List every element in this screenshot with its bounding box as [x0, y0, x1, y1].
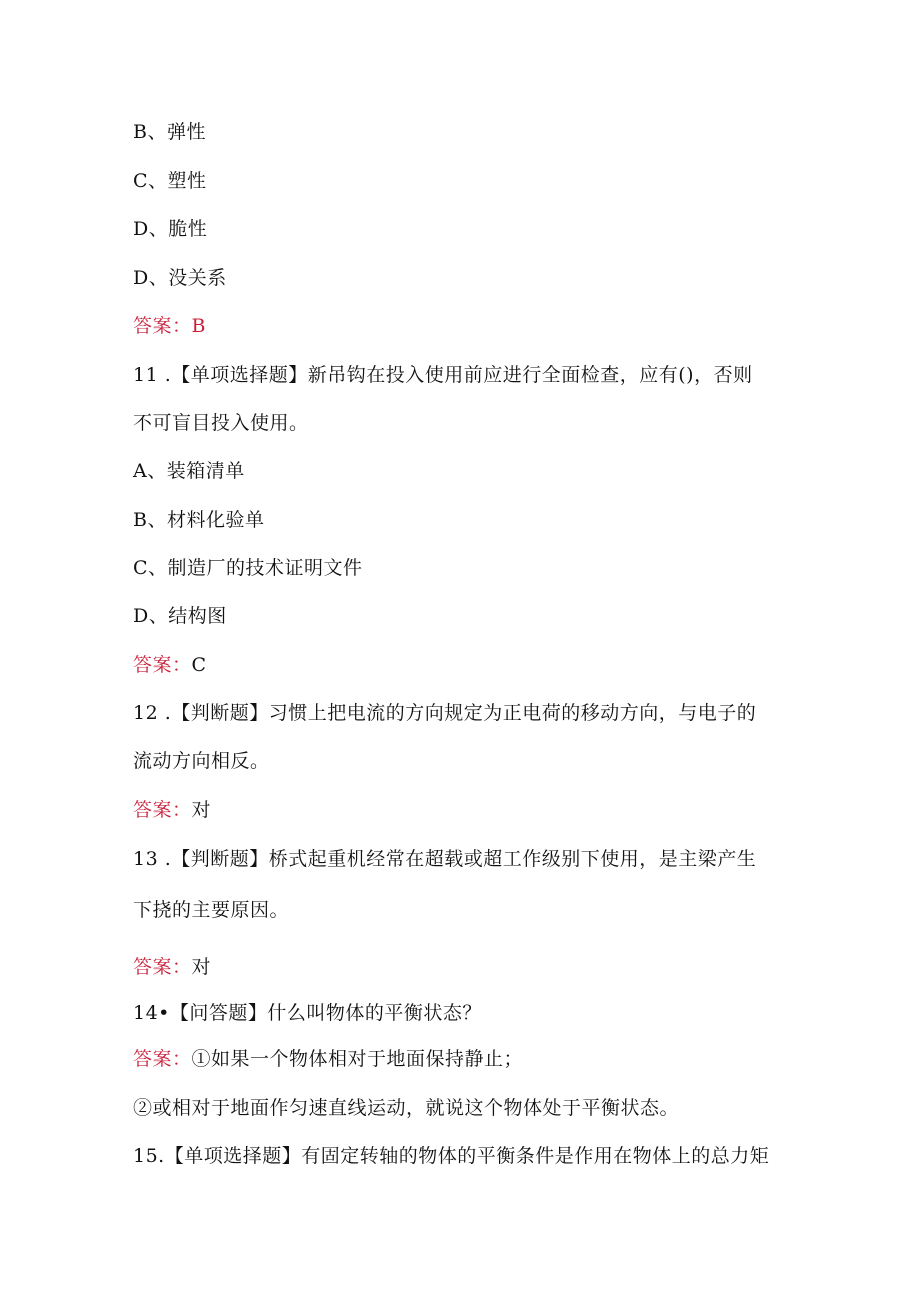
question-11-line-2: 不可盲目投入使用。	[133, 412, 309, 434]
option-c-manufacturer-cert: C、制造厂的技术证明文件	[133, 557, 363, 579]
question-14: 14•【问答题】什么叫物体的平衡状态？	[133, 1002, 482, 1024]
option-c-plasticity: C、塑性	[133, 170, 207, 192]
answer-q12	[133, 797, 793, 823]
question-12-line-1: 12 .【判断题】习惯上把电流的方向规定为正电荷的移动方向，与电子的	[133, 702, 757, 724]
question-12-line-2: 流动方向相反。	[133, 750, 270, 772]
option-d-unrelated: D、没关系	[133, 267, 227, 289]
answer-value: 对	[191, 956, 212, 978]
option-a-packing-list: A、装箱清单	[133, 460, 245, 482]
answer-value: 对	[191, 799, 212, 821]
answer-q13	[133, 954, 793, 980]
question-13-line-1: 13 .【判断题】桥式起重机经常在超载或超工作级别下使用，是主梁产生	[133, 848, 757, 870]
answer-label: 答案：	[133, 315, 192, 337]
answer-q14-continued: ②或相对于地面作匀速直线运动，就说这个物体处于平衡状态。	[133, 1097, 680, 1119]
option-d-structure-diagram: D、结构图	[133, 605, 227, 627]
answer-q10	[133, 313, 793, 339]
option-b-material-test: B、材料化验单	[133, 509, 265, 531]
answer-q14	[133, 1046, 793, 1072]
answer-value: B	[191, 315, 206, 337]
question-11-line-1: 11 .【单项选择题】新吊钩在投入使用前应进行全面检查，应有()，否则	[133, 364, 753, 386]
answer-q11	[133, 652, 793, 678]
option-b-elasticity: B、弹性	[133, 121, 206, 143]
answer-label: 答案：	[133, 956, 192, 978]
question-13-line-2: 下挠的主要原因。	[133, 899, 290, 921]
answer-label: 答案：	[133, 799, 192, 821]
answer-value: ①如果一个物体相对于地面保持静止；	[191, 1048, 524, 1070]
option-d-brittleness: D、脆性	[133, 218, 208, 240]
answer-value: C	[191, 654, 207, 676]
question-15-line-1: 15.【单项选择题】有固定转轴的物体的平衡条件是作用在物体上的总力矩	[133, 1145, 770, 1167]
answer-label: 答案：	[133, 1048, 192, 1070]
answer-label: 答案：	[133, 654, 192, 676]
